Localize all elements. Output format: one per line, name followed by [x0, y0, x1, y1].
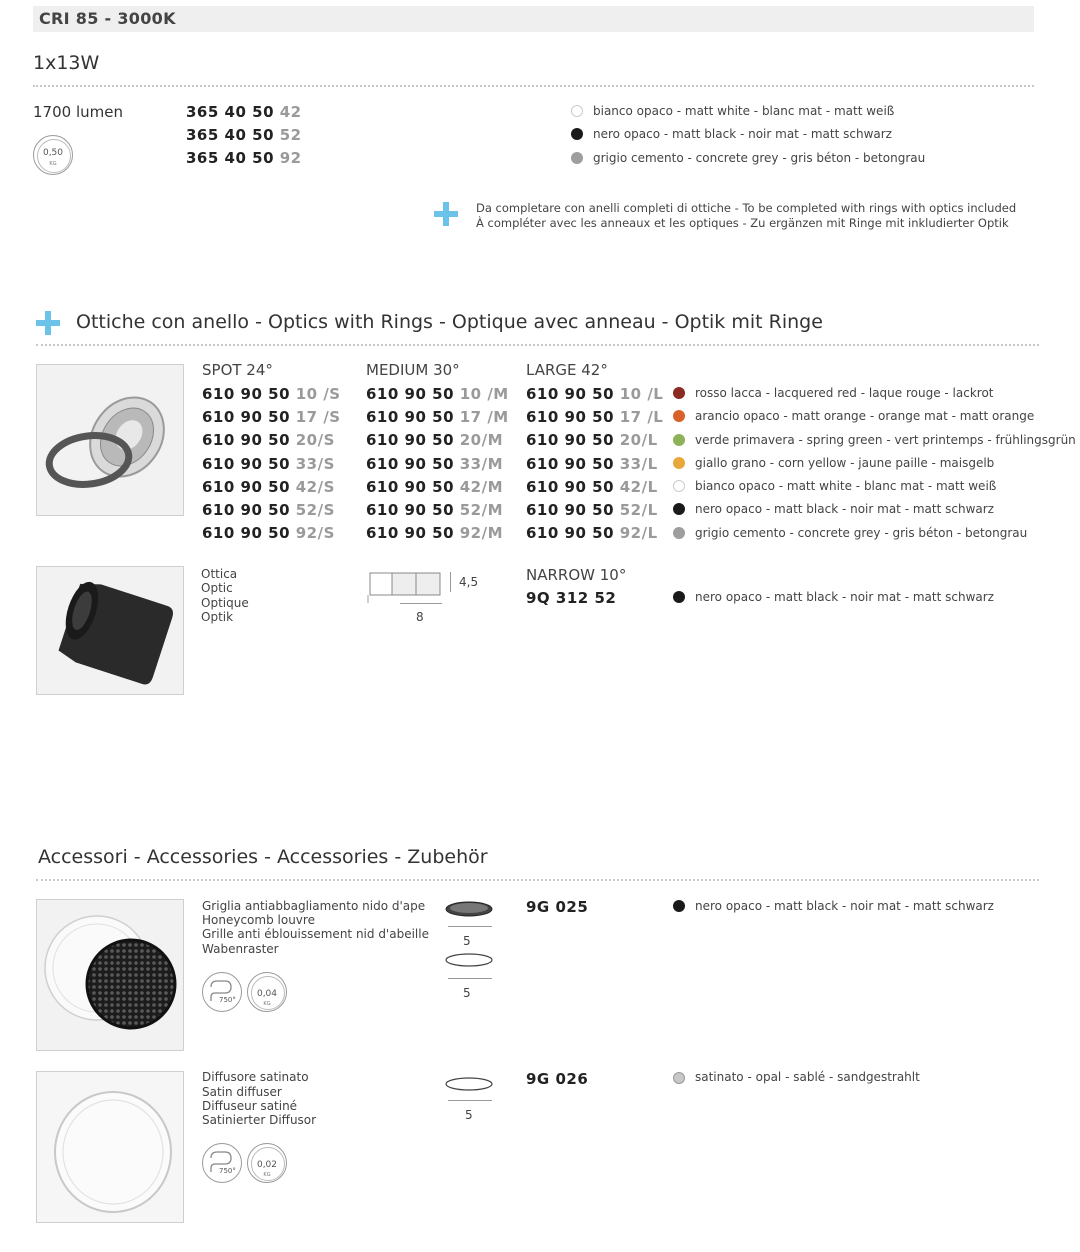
note-line-2: À compléter avec les anneaux et les optiques - Zu ergänzen mit Ringe mit inkludierter Optik	[476, 216, 1009, 230]
medium-code: 610 90 50 92/M	[366, 524, 504, 542]
optic-dim-width: 8	[416, 610, 424, 624]
optics-ring-image	[36, 364, 184, 516]
optic-label: Optic	[201, 581, 233, 595]
power-label: 1x13W	[33, 52, 100, 74]
lumen-label: 1700 lumen	[33, 103, 123, 121]
spot-code: 610 90 50 10 /S	[202, 385, 341, 403]
large-code: 610 90 50 42/L	[526, 478, 658, 496]
medium-code: 610 90 50 17 /M	[366, 408, 509, 426]
optics-section-title: Ottiche con anello - Optics with Rings - Optique avec anneau - Optik mit Ringe	[76, 311, 823, 333]
color-label: bianco opaco - matt white - blanc mat - matt weiß	[593, 104, 895, 118]
optic-label: Ottica	[201, 567, 238, 581]
medium-code: 610 90 50 33/M	[366, 455, 504, 473]
large-code: 610 90 50 52/L	[526, 501, 658, 519]
temperature-badge-value: 750°	[219, 996, 236, 1004]
spot-code: 610 90 50 20/S	[202, 431, 335, 449]
dim-line	[448, 1100, 492, 1101]
narrow-code: 9Q 312 52	[526, 589, 617, 607]
accessory-label: Satin diffuser	[202, 1085, 282, 1099]
medium-code: 610 90 50 20/M	[366, 431, 504, 449]
temperature-badge-value: 750°	[219, 1167, 236, 1175]
diffuser-drawing-icon	[444, 951, 494, 971]
body-code: 365 40 50 92	[186, 149, 302, 167]
accessory-label: Wabenraster	[202, 942, 279, 956]
spot-code: 610 90 50 92/S	[202, 524, 335, 542]
header-title: CRI 85 - 3000K	[39, 9, 176, 28]
column-header-spot: SPOT 24°	[202, 361, 273, 379]
column-header-medium: MEDIUM 30°	[366, 361, 460, 379]
large-code: 610 90 50 92/L	[526, 524, 658, 542]
color-label: nero opaco - matt black - noir mat - matt schwarz	[593, 127, 892, 141]
weight-badge-icon	[33, 135, 73, 175]
color-swatch-black	[673, 591, 685, 603]
weight-badge-value: 0,04	[256, 989, 278, 999]
spot-code: 610 90 50 17 /S	[202, 408, 341, 426]
color-swatch-grey	[673, 527, 685, 539]
temperature-badge-icon	[202, 1143, 242, 1183]
note-line-1: Da completare con anelli completi di ottiche - To be completed with rings with optics included	[476, 201, 1017, 215]
medium-code: 610 90 50 42/M	[366, 478, 504, 496]
accessory-dim: 5	[465, 1108, 473, 1122]
color-label: nero opaco - matt black - noir mat - matt schwarz	[695, 590, 994, 604]
color-swatch-black	[673, 503, 685, 515]
dim-line	[448, 978, 492, 979]
header-bar	[33, 6, 1034, 32]
color-label: nero opaco - matt black - noir mat - matt schwarz	[695, 502, 994, 516]
spot-code: 610 90 50 52/S	[202, 501, 335, 519]
color-label: bianco opaco - matt white - blanc mat - matt weiß	[695, 479, 997, 493]
satin-diffuser-image	[36, 1071, 184, 1223]
weight-badge-value: 0,50	[42, 148, 64, 158]
optic-label: Optique	[201, 596, 249, 610]
accessories-title: Accessori - Accessories - Accessories - Zubehör	[38, 846, 488, 868]
color-swatch-white	[673, 480, 685, 492]
accessory-label: Griglia antiabbagliamento nido d'ape	[202, 899, 426, 913]
color-label: satinato - opal - sablé - sandgestrahlt	[695, 1070, 920, 1084]
dim-line	[400, 603, 442, 604]
optic-dim-height: 4,5	[459, 575, 479, 589]
accessory-label: Satinierter Diffusor	[202, 1113, 317, 1127]
color-label: arancio opaco - matt orange - orange mat - matt orange	[695, 409, 1035, 423]
accessory-label: Honeycomb louvre	[202, 913, 315, 927]
color-swatch-green	[673, 434, 685, 446]
weight-badge-icon	[247, 972, 287, 1012]
body-code: 365 40 50 52	[186, 126, 302, 144]
column-header-large: LARGE 42°	[526, 361, 608, 379]
spot-code: 610 90 50 42/S	[202, 478, 335, 496]
weight-badge-unit: KG	[49, 161, 57, 167]
plus-icon	[36, 311, 60, 335]
accessory-code: 9G 025	[526, 898, 589, 916]
optic-image	[36, 566, 184, 695]
color-label: nero opaco - matt black - noir mat - matt schwarz	[695, 899, 994, 913]
optic-label: Optik	[201, 610, 234, 624]
color-swatch-black	[673, 900, 685, 912]
color-swatch-orange	[673, 410, 685, 422]
body-code: 365 40 50 42	[186, 103, 302, 121]
temperature-badge-icon	[202, 972, 242, 1012]
accessory-label: Diffuseur satiné	[202, 1099, 298, 1113]
accessory-dim: 5	[463, 934, 471, 948]
color-label: grigio cemento - concrete grey - gris béton - betongrau	[695, 526, 1028, 540]
color-swatch-grey	[571, 152, 583, 164]
weight-badge-icon	[247, 1143, 287, 1183]
color-label: verde primavera - spring green - vert printemps - frühlingsgrün	[695, 433, 1076, 447]
accessory-label: Diffusore satinato	[202, 1070, 309, 1084]
spot-code: 610 90 50 33/S	[202, 455, 335, 473]
large-code: 610 90 50 33/L	[526, 455, 658, 473]
color-label: giallo grano - corn yellow - jaune paille - maisgelb	[695, 456, 995, 470]
weight-badge-value: 0,02	[256, 1160, 278, 1170]
honeycomb-drawing-icon	[444, 900, 494, 920]
dim-line	[448, 926, 492, 927]
accessory-label: Grille anti éblouissement nid d'abeille	[202, 927, 429, 941]
narrow-title: NARROW 10°	[526, 566, 627, 584]
divider	[33, 85, 1034, 87]
color-label: grigio cemento - concrete grey - gris béton - betongrau	[593, 151, 926, 165]
color-swatch-white	[571, 105, 583, 117]
color-swatch-red	[673, 387, 685, 399]
medium-code: 610 90 50 10 /M	[366, 385, 509, 403]
accessory-dim: 5	[463, 986, 471, 1000]
large-code: 610 90 50 20/L	[526, 431, 658, 449]
weight-badge-unit: KG	[263, 1001, 271, 1007]
honeycomb-louvre-image	[36, 899, 184, 1051]
color-swatch-black	[571, 128, 583, 140]
large-code: 610 90 50 17 /L	[526, 408, 664, 426]
color-swatch-yellow	[673, 457, 685, 469]
diffuser-drawing-icon	[444, 1075, 494, 1095]
color-swatch-opal	[673, 1072, 685, 1084]
divider	[36, 344, 1039, 346]
divider	[36, 879, 1039, 881]
dim-line	[450, 572, 451, 592]
large-code: 610 90 50 10 /L	[526, 385, 664, 403]
color-label: rosso lacca - lacquered red - laque rouge - lackrot	[695, 386, 994, 400]
accessory-code: 9G 026	[526, 1070, 589, 1088]
weight-badge-unit: KG	[263, 1172, 271, 1178]
plus-icon	[434, 202, 458, 226]
medium-code: 610 90 50 52/M	[366, 501, 504, 519]
